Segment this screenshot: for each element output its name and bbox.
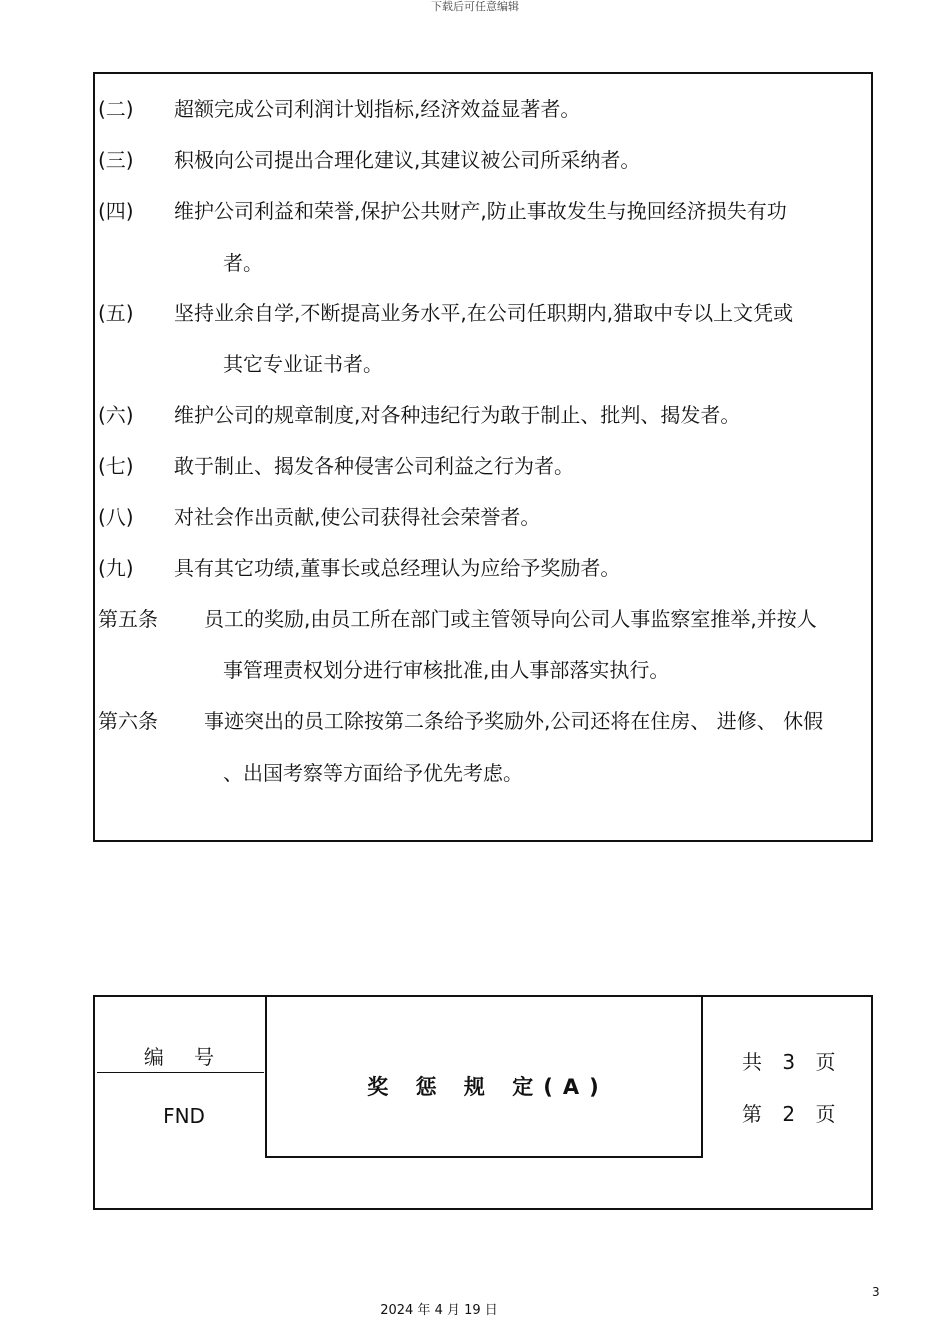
item-text: 坚持业余自学,不断提高业务水平,在公司任职期内,猎取中专以上文凭或 bbox=[174, 301, 794, 325]
item-marker: (三) bbox=[98, 148, 134, 172]
total-suffix: 页 bbox=[815, 1050, 836, 1074]
page-header: 下载后可任意编辑 bbox=[431, 0, 519, 13]
item-marker: (六) bbox=[98, 403, 134, 427]
item-text: 维护公司的规章制度,对各种违纪行为敢于制止、批判、揭发者。 bbox=[174, 403, 741, 427]
article-5-continuation: 事管理责权划分进行审核批准,由人事部落实执行。 bbox=[223, 658, 670, 682]
item-text: 超额完成公司利润计划指标,经济效益显著者。 bbox=[174, 97, 581, 121]
code-value: FND bbox=[163, 1104, 205, 1128]
item-text: 积极向公司提出合理化建议,其建议被公司所采纳者。 bbox=[174, 148, 641, 172]
article-marker: 第五条 bbox=[98, 607, 158, 631]
item-marker: (五) bbox=[98, 301, 134, 325]
document-title: 奖 惩 规 定(A) bbox=[367, 1075, 609, 1099]
current-page: 2 bbox=[782, 1102, 796, 1126]
current-suffix: 页 bbox=[815, 1102, 836, 1126]
article-6-continuation: 、出国考察等方面给予优先考虑。 bbox=[223, 761, 523, 785]
footer-date: 2024 年 4 月 19 日 bbox=[380, 1303, 498, 1318]
total-pages: 3 bbox=[782, 1050, 796, 1074]
current-page-line bbox=[742, 1098, 835, 1127]
item-text: 对社会作出贡献,使公司获得社会荣誉者。 bbox=[174, 505, 541, 529]
code-cell bbox=[95, 997, 265, 1157]
article-text: 员工的奖励,由员工所在部门或主管领导向公司人事监察室推举,并按人 bbox=[204, 607, 817, 631]
item-marker: (八) bbox=[98, 505, 134, 529]
total-pages-line bbox=[742, 1046, 835, 1075]
page-count-cell bbox=[701, 997, 871, 1157]
current-prefix: 第 bbox=[742, 1102, 762, 1126]
content-box bbox=[93, 72, 873, 842]
item-marker: (二) bbox=[98, 97, 134, 121]
code-divider bbox=[97, 1072, 264, 1073]
article-marker: 第六条 bbox=[98, 709, 158, 733]
document-footer-table bbox=[93, 995, 873, 1210]
title-cell bbox=[265, 997, 703, 1158]
item-4-continuation: 者。 bbox=[223, 251, 263, 275]
page-number: 3 bbox=[872, 1285, 880, 1299]
item-marker: (九) bbox=[98, 556, 134, 580]
item-text: 维护公司利益和荣誉,保护公共财产,防止事故发生与挽回经济损失有功 bbox=[174, 199, 787, 223]
item-marker: (四) bbox=[98, 199, 134, 223]
total-prefix: 共 bbox=[742, 1050, 762, 1074]
item-marker: (七) bbox=[98, 454, 134, 478]
item-text: 敢于制止、揭发各种侵害公司利益之行为者。 bbox=[174, 454, 574, 478]
article-text: 事迹突出的员工除按第二条给予奖励外,公司还将在住房、 进修、 休假 bbox=[204, 709, 824, 733]
item-text: 具有其它功绩,董事长或总经理认为应给予奖励者。 bbox=[174, 556, 621, 580]
item-5-continuation: 其它专业证书者。 bbox=[223, 352, 383, 376]
code-label: 编 号 bbox=[143, 1045, 227, 1069]
